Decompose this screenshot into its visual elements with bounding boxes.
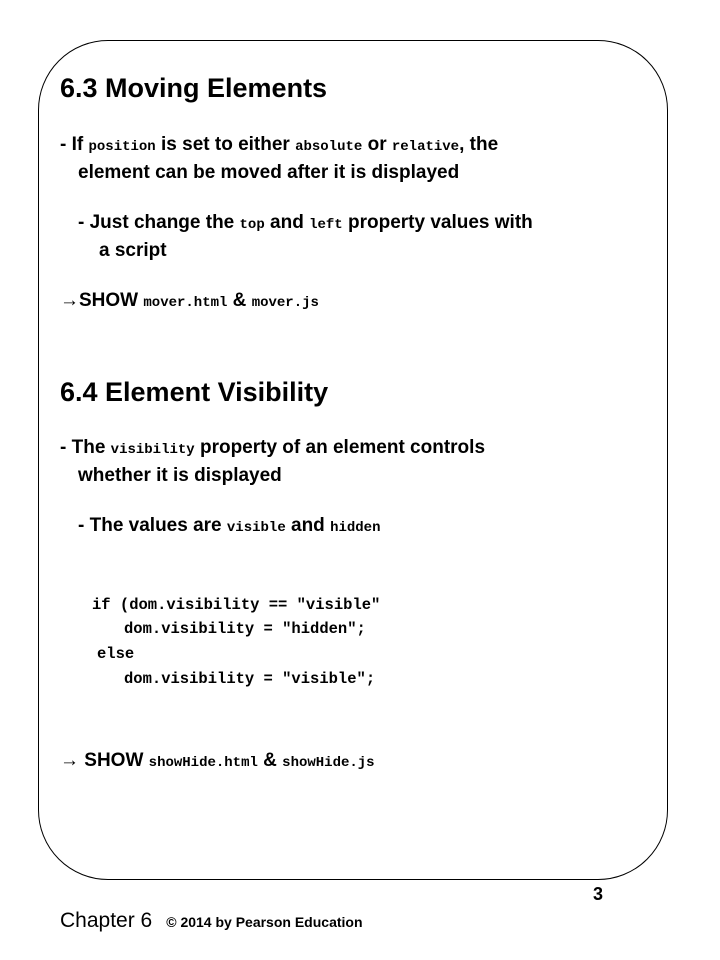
text-run: & xyxy=(227,290,252,311)
section-heading-element-visibility: 6.4 Element Visibility xyxy=(60,377,329,407)
code-mover-js: mover.js xyxy=(251,295,319,311)
code-showhide-js: showHide.js xyxy=(282,755,375,771)
show-showhide-line xyxy=(60,750,375,772)
right-arrow-icon: → xyxy=(60,290,79,311)
footer xyxy=(60,909,363,933)
code-position: position xyxy=(88,139,156,155)
section-heading-moving-elements: 6.3 Moving Elements xyxy=(60,73,328,103)
show-mover-line xyxy=(60,290,319,312)
code-left: left xyxy=(309,217,343,233)
code-line-assign-hidden: dom.visibility = "hidden"; xyxy=(124,620,366,638)
code-hidden: hidden xyxy=(330,520,381,536)
code-line-if: if (dom.visibility == "visible" xyxy=(92,596,381,614)
text-run: & xyxy=(257,750,283,771)
text-run: or xyxy=(362,134,392,155)
bullet-position-continuation: element can be moved after it is displayed xyxy=(78,162,460,183)
text-run: property values with xyxy=(342,212,533,233)
text-run: - The xyxy=(60,437,111,458)
text-run: , the xyxy=(459,134,499,155)
text-run: - The values are xyxy=(78,515,227,536)
bullet-top-left-continuation: a script xyxy=(99,240,167,261)
bullet-position-line xyxy=(60,134,498,156)
code-top: top xyxy=(239,217,265,233)
code-line-assign-visible: dom.visibility = "visible"; xyxy=(124,670,376,688)
bullet-top-left-line xyxy=(78,212,533,234)
text-run: property of an element controls xyxy=(194,437,486,458)
bullet-values-line xyxy=(78,515,380,537)
text-run: SHOW xyxy=(79,750,149,771)
page-number: 3 xyxy=(593,884,604,904)
bullet-visibility-continuation: whether it is displayed xyxy=(78,465,282,486)
footer-chapter: Chapter 6 xyxy=(60,909,153,932)
text-run: and xyxy=(285,515,331,536)
code-visibility: visibility xyxy=(110,442,195,458)
code-showhide-html: showHide.html xyxy=(148,755,258,771)
code-visible: visible xyxy=(226,520,286,536)
bullet-visibility-line xyxy=(60,437,485,459)
text-run: - Just change the xyxy=(78,212,240,233)
code-absolute: absolute xyxy=(295,139,363,155)
text-run: is set to either xyxy=(155,134,296,155)
right-arrow-icon: → xyxy=(60,750,79,771)
code-line-else: else xyxy=(97,645,135,663)
code-relative: relative xyxy=(391,139,460,155)
code-mover-html: mover.html xyxy=(143,295,228,311)
text-run: SHOW xyxy=(79,290,144,311)
text-run: and xyxy=(264,212,310,233)
footer-copyright: © 2014 by Pearson Education xyxy=(166,914,363,930)
text-run: - If xyxy=(60,134,89,155)
